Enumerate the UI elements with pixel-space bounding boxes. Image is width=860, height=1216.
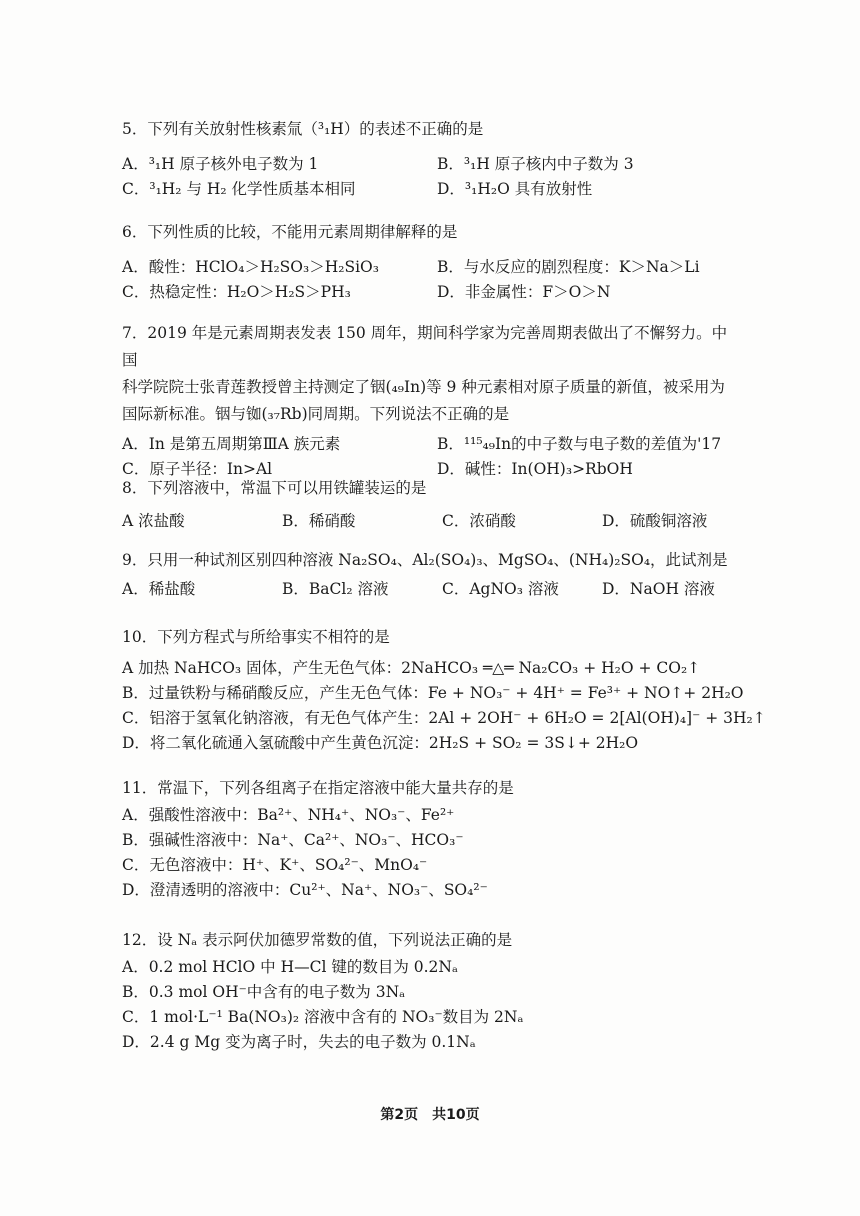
option-d: D．碱性：In(OH)₃>RbOH [437,460,633,478]
option-c: C．铝溶于氢氧化钠溶液，有无色气体产生：2Al + 2OH⁻ + 6H₂O = 2[Al(OH)₄]⁻ + 3H₂↑ [122,709,766,727]
option-d: D．2.4 g Mg 变为离子时，失去的电子数为 0.1Nₐ [122,1033,476,1051]
option-b: B．过量铁粉与稀硝酸反应，产生无色气体：Fe + NO₃⁻ + 4H⁺ = Fe³⁺ + NO↑+ 2H₂O [122,684,744,702]
option-c: C．热稳定性：H₂O＞H₂S＞PH₃ [122,283,351,301]
question-6 [122,220,742,305]
option-a: A．稀盐酸 [122,580,196,598]
question-stem: 6．下列性质的比较，不能用元素周期律解释的是 [122,223,458,241]
question-8 [122,476,742,534]
options [122,577,742,602]
question-10 [122,625,766,756]
options [122,152,742,202]
option-d: D．NaOH 溶液 [602,580,715,598]
option-a: A 浓盐酸 [122,512,185,530]
option-a: A．0.2 mol HClO 中 H—Cl 键的数目为 0.2Nₐ [122,958,458,976]
stem-line: 科学院院士张青莲教授曾主持测定了铟(₄₉In)等 9 种元素相对原子质量的新值，被采用为 [122,378,725,396]
question-stem: 9．只用一种试剂区别四种溶液 Na₂SO₄、Al₂(SO₄)₃、MgSO₄、(NH₄)₂SO₄，此试剂是 [122,551,728,569]
option-a: A．强酸性溶液中：Ba²⁺、NH₄⁺、NO₃⁻、Fe²⁺ [122,806,455,824]
options [122,432,742,482]
question-stem: 5．下列有关放射性核素氚（³₁H）的表述不正确的是 [122,120,484,138]
question-11 [122,776,742,903]
stem-line: 7．2019 年是元素周期表发表 150 周年，期间科学家为完善周期表做出了不懈努力。中国 [122,324,728,369]
option-b: B．³₁H 原子核内中子数为 3 [437,155,634,173]
question-stem: 12．设 Nₐ 表示阿伏加德罗常数的值，下列说法正确的是 [122,931,513,949]
option-d: D．³₁H₂O 具有放射性 [437,180,593,198]
option-b: B．强碱性溶液中：Na⁺、Ca²⁺、NO₃⁻、HCO₃⁻ [122,831,464,849]
option-d: D．硫酸铜溶液 [602,512,708,530]
option-c: C．AgNO₃ 溶液 [442,580,559,598]
question-stem: 10．下列方程式与所给事实不相符的是 [122,628,390,646]
options [122,255,742,305]
option-b: B．¹¹⁵₄₉In的中子数与电子数的差值为'17 [437,435,722,453]
option-c: C．无色溶液中：H⁺、K⁺、SO₄²⁻、MnO₄⁻ [122,856,428,874]
option-a: A．³₁H 原子核外电子数为 1 [122,155,319,173]
stem-line: 国际新标准。铟与铷(₃₇Rb)同周期。下列说法不正确的是 [122,405,510,423]
question-stem [122,320,742,428]
option-b: B．BaCl₂ 溶液 [282,580,389,598]
option-d: D．将二氧化硫通入氢硫酸中产生黄色沉淀：2H₂S + SO₂ = 3S↓+ 2H₂O [122,734,639,752]
option-a: A．酸性：HClO₄＞H₂SO₃＞H₂SiO₃ [122,258,379,276]
option-d: D．澄清透明的溶液中：Cu²⁺、Na⁺、NO₃⁻、SO₄²⁻ [122,881,488,899]
options [122,656,766,756]
option-b: B．与水反应的剧烈程度：K＞Na＞Li [437,258,700,276]
option-b: B．稀硝酸 [282,512,356,530]
question-5 [122,117,742,202]
option-b: B．0.3 mol OH⁻中含有的电子数为 3Nₐ [122,983,406,1001]
option-d: D．非金属性：F＞O＞N [437,283,611,301]
option-c: C．原子半径：In>Al [122,460,273,478]
question-stem: 8．下列溶液中，常温下可以用铁罐装运的是 [122,479,427,497]
option-c: C．³₁H₂ 与 H₂ 化学性质基本相同 [122,180,356,198]
question-7 [122,320,742,482]
question-12 [122,928,742,1055]
page-footer: 第2页 共10页 [380,1107,480,1123]
options [122,955,742,1055]
option-a: A 加热 NaHCO₃ 固体，产生无色气体：2NaHCO₃ ═△═ Na₂CO₃ + H₂O + CO₂↑ [122,659,701,677]
option-c: C．浓硝酸 [442,512,516,530]
option-c: C．1 mol·L⁻¹ Ba(NO₃)₂ 溶液中含有的 NO₃⁻数目为 2Nₐ [122,1008,524,1026]
question-stem: 11．常温下，下列各组离子在指定溶液中能大量共存的是 [122,779,514,797]
option-a: A．In 是第五周期第ⅢA 族元素 [122,435,341,453]
options [122,509,742,534]
options [122,803,742,903]
question-9 [122,548,742,602]
